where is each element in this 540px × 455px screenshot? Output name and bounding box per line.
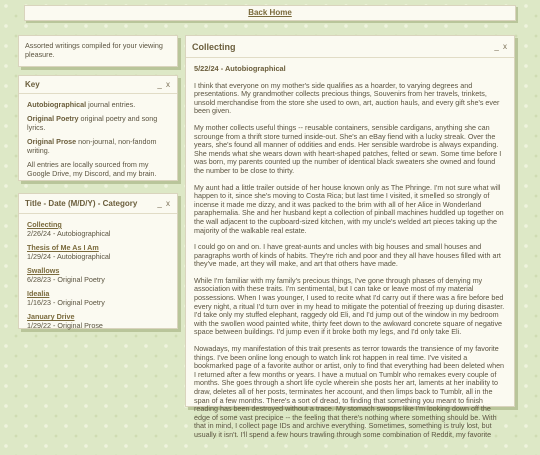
post-paragraph: While I'm familiar with my family's precious things, I've gone through phases of denying my association with these traits. I'm sentimental, but I can take or leave most of my material possessions. When I was younger, I used to recite what I'd carry out if there was a fire before bed every night, a ritual I'd turn over in my head to mitigate the potential of freezing up during disaster. I'd take only my stuffed elephant, raggedy old Eli, and I'd jump out of the window in my bedroom with the swollen wood painted white, thirty feet down to the awkward concrete square of negative space between buildings. I'd jump even if it broke both my legs, and I'd only take Eli. [194, 275, 505, 337]
entry-meta: 1/16/23 - Original Poetry [27, 298, 105, 307]
back-home-link[interactable]: Back Home [248, 8, 292, 17]
post-paragraph: My aunt had a little trailer outside of her house known only as The Phringe. I'm not sure what will happen to it, since she's moving to Costa Rica; but last time I visited, it smelled so strongly of incense it made me dizzy, and it was packed to the brim with all of her Alice in Wonderland paraphernalia. She and her husband kept a collection of pinball machines huddled up together on the wall adjacent to the cupboard-sized kitchen, with my uncle's welded art pieces taking up the majority of the walkable real estate. [194, 182, 504, 235]
list-item [27, 312, 169, 330]
entries-list [19, 214, 177, 341]
entries-window-controls[interactable]: _ x [157, 199, 171, 208]
key-window-controls[interactable]: _ x [157, 80, 171, 89]
entries-panel-title: Title - Date (M/D/Y) - Category [25, 199, 138, 208]
entries-panel-header [19, 194, 177, 214]
top-nav-bar [24, 5, 516, 21]
list-item [27, 243, 169, 261]
entries-panel [18, 193, 178, 329]
post-panel-header [186, 36, 514, 58]
post-panel [185, 35, 515, 439]
entry-meta: 1/29/22 - Original Prose [27, 321, 103, 330]
entry-meta: 2/26/24 - Autobiographical [27, 229, 111, 238]
post-paragraph: I think that everyone on my mother's side qualifies as a hoarder, to varying degrees and presentations. My grandmother collects precious things, Souvenirs from her travels, trinkets, unsold merchandise from the store she used to own, art, auction hauls, and every gift she's ever been given. [194, 80, 500, 116]
entry-link-collecting[interactable]: Collecting [27, 220, 62, 229]
entry-link-january-drive[interactable]: January Drive [27, 312, 75, 321]
entry-link-idealia[interactable]: Idealia [27, 289, 50, 298]
entry-meta: 6/28/23 - Original Poetry [27, 275, 105, 284]
entry-link-thesis[interactable]: Thesis of Me As I Am [27, 243, 99, 252]
key-panel-header [19, 76, 177, 94]
post-title: Collecting [192, 41, 236, 52]
entry-meta: 1/29/24 - Autobiographical [27, 252, 111, 261]
key-item-poetry: Original Poetry original poetry and song lyrics. [27, 114, 158, 132]
list-item [27, 220, 169, 238]
post-window-controls[interactable]: _ x [494, 42, 508, 51]
post-date: 5/22/24 - Autobiographical [194, 64, 286, 73]
list-item [27, 266, 169, 284]
post-paragraph: Nowadays, my manifestation of this trait presents as terror towards the transience of my favorite things. I've been online long enough to watch link rot happen in real time. I've visited a bookmarked page of a favorite author or artist, only to find that everything had been deleted when I returned after a few months or years. I have a mutual on Tumblr who remakes every couple of months. She goes through a short life cycle wherein she posts her art, laments at her inability to draw, deletes all of her posts, terminates her account, and then limps back to Tumblr, all in the span of a few months. There's a sort of dread, to finding that something you meant to finish reading has been destroyed without a trace. My stomach swoops like I'm looking down off the edge of some vast precipice -- the feeling that there's nothing where something should be. With that in mind, I collect page IDs and archive everything. Sometimes, something is truly lost, but usually it isn't. I'll spend a few hours trawling through some combination of Reddit, my favorite [194, 344, 505, 439]
key-note: All entries are locally sourced from my Google Drive, my Discord, and my brain. [27, 160, 157, 178]
post-paragraph: I could go on and on. I have great-aunts and uncles with big houses and small houses and paragraphs worth of kinds of habits. They're rich and poor and they all have houses filled with art they've made, art they will make, and art that others have made. [194, 242, 501, 269]
entry-link-swallows[interactable]: Swallows [27, 266, 60, 275]
key-panel-title: Key [25, 80, 40, 89]
post-body [186, 58, 514, 455]
list-item [27, 289, 169, 307]
post-paragraph: My mother collects useful things -- reusable containers, sensible cardigans, anything she can scrounge from a thrift store turned inside-out. She's an eBay fiend with a lucky streak. Over the years, she's found all manner of oddities and ends. Her sensible wardrobe is always expanding. She mends what she wears down with heart-shaped patches, felted or sewn. Some time before I was born, my parents counted up the number of identical black sweaters she owned and found the number to be close to thirty. [194, 122, 502, 175]
key-item-autobiographical: Autobiographical journal entries. [27, 100, 136, 109]
key-panel [18, 75, 178, 181]
intro-text: Assorted writings compiled for your viewing pleasure. [25, 41, 163, 59]
intro-panel [18, 35, 178, 67]
key-item-prose: Original Prose non-journal, non-fandom writing. [27, 137, 157, 155]
key-panel-body [19, 94, 177, 189]
